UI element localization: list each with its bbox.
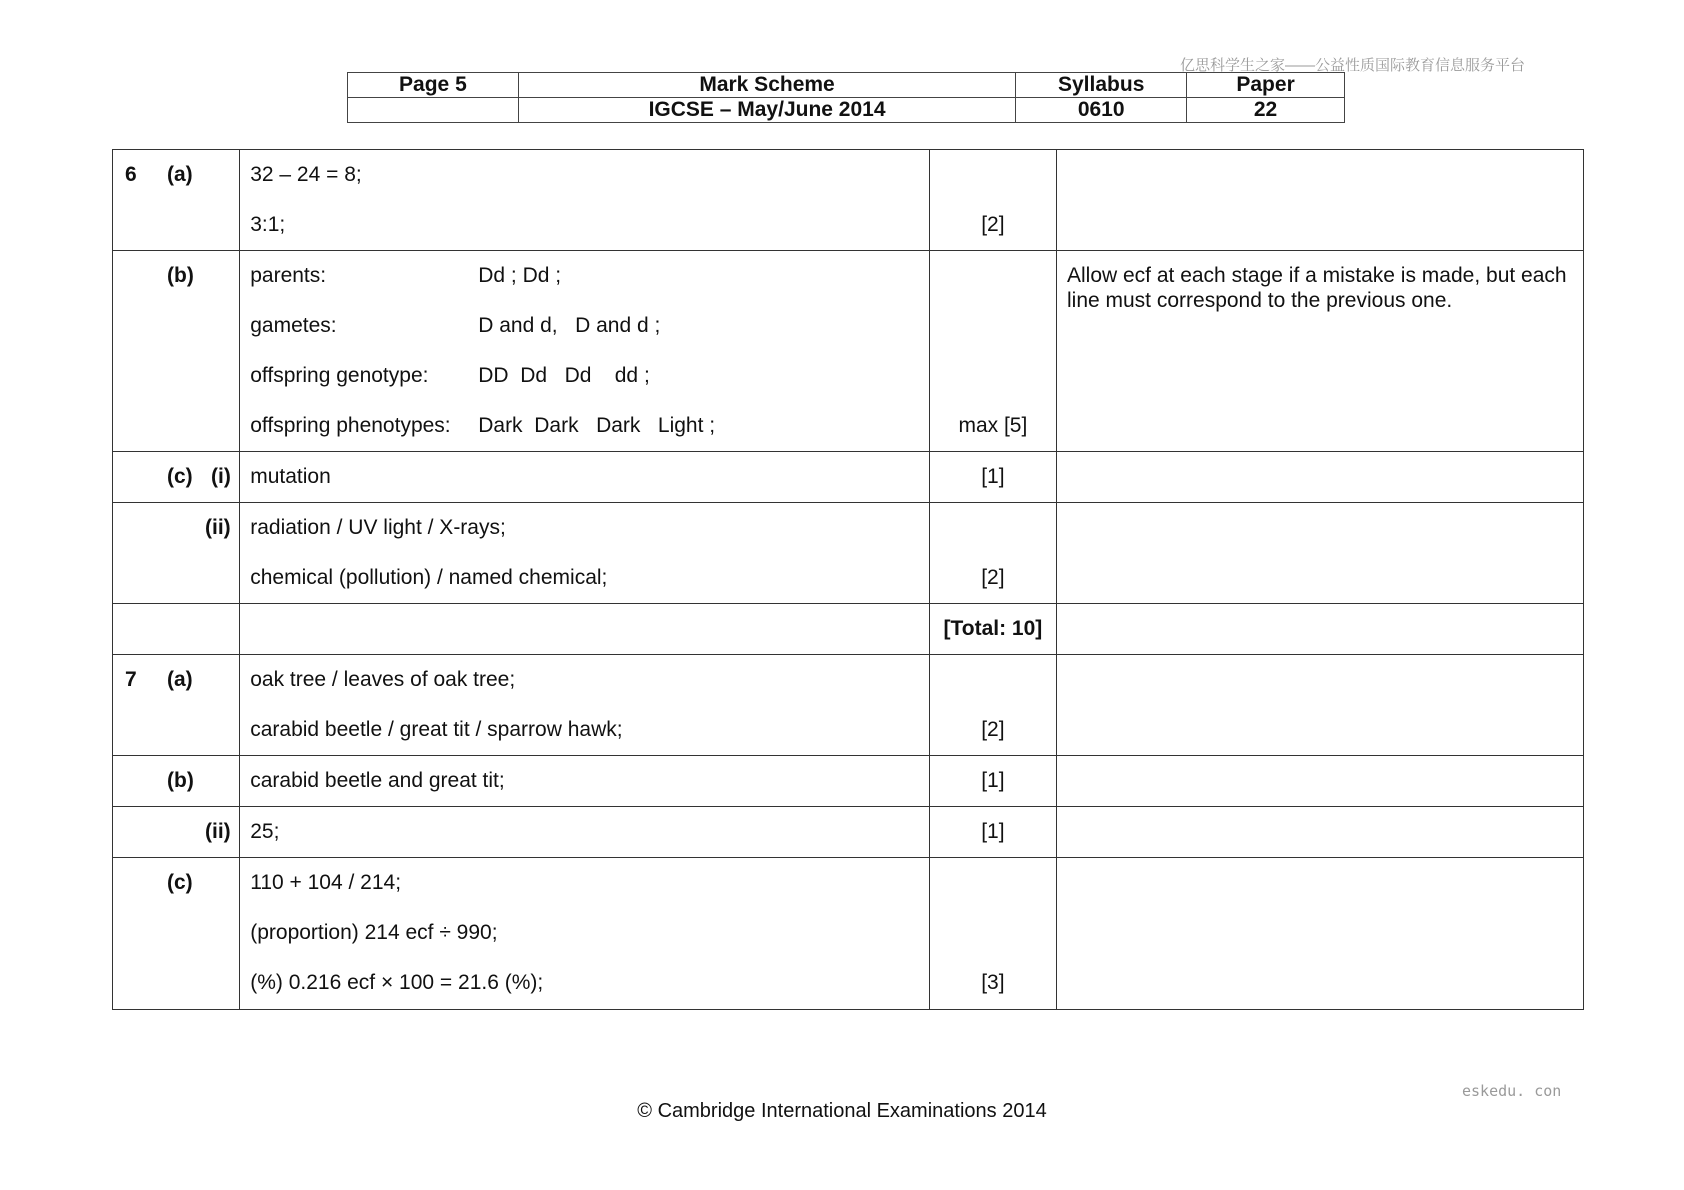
question-part: (b) <box>167 769 194 792</box>
marks-value: [1] <box>981 820 1005 843</box>
cross-label: parents: <box>250 264 327 287</box>
marks-value: [2] <box>981 213 1005 236</box>
marks-value: max [5] <box>958 414 1028 437</box>
copyright-footer: © Cambridge International Examinations 2014 <box>637 1100 1047 1122</box>
marks-cell <box>929 251 1056 452</box>
table-row-7b <box>113 756 1584 807</box>
mark-scheme-table <box>112 149 1584 1010</box>
answer-line: mutation <box>250 465 331 488</box>
total-marks: [Total: 10] <box>943 617 1043 640</box>
guidance-cell <box>1056 858 1583 1010</box>
answer-line: (%) 0.216 ecf × 100 = 21.6 (%); <box>250 971 544 994</box>
marks-cell <box>929 655 1056 756</box>
cross-value: Dd ; Dd ; <box>478 264 562 287</box>
marks-cell <box>929 604 1056 655</box>
question-part: (a) <box>167 668 193 691</box>
answer-cell <box>240 251 930 452</box>
question-part: (c) <box>167 871 193 894</box>
marks-cell <box>929 756 1056 807</box>
answer-cell <box>240 756 930 807</box>
marks-cell <box>929 150 1056 251</box>
guidance-note: Allow ecf at each stage if a mistake is made, but each line must correspond to the previous one. <box>1066 264 1567 312</box>
guidance-cell <box>1056 251 1583 452</box>
mark-scheme-label: Mark Scheme <box>518 73 1015 98</box>
answer-cell <box>240 655 930 756</box>
answer-line: 3:1; <box>250 213 286 236</box>
question-ref <box>113 503 240 604</box>
question-ref <box>113 756 240 807</box>
marks-cell <box>929 858 1056 1010</box>
question-subpart: (ii) <box>205 516 231 539</box>
paper-label: Paper <box>1187 73 1345 98</box>
guidance-cell <box>1056 150 1583 251</box>
question-number: 7 <box>125 668 137 691</box>
syllabus-code: 0610 <box>1016 98 1187 123</box>
table-row-7a <box>113 655 1584 756</box>
cross-label: gametes: <box>250 314 337 337</box>
watermark-bottom: eskedu. con <box>1462 1082 1562 1100</box>
answer-cell <box>240 858 930 1010</box>
guidance-cell <box>1056 452 1583 503</box>
marks-value: [3] <box>981 971 1005 994</box>
cross-value: DD Dd Dd dd ; <box>478 364 650 387</box>
answer-line: 32 – 24 = 8; <box>250 163 362 186</box>
guidance-cell <box>1056 807 1583 858</box>
cross-label: offspring genotype: <box>250 364 429 387</box>
question-subpart: (ii) <box>205 820 231 843</box>
answer-line <box>250 401 929 451</box>
question-part: (c) <box>167 465 193 488</box>
question-ref <box>113 150 240 251</box>
table-row-6ci <box>113 452 1584 503</box>
answer-line <box>250 251 929 301</box>
question-ref <box>113 655 240 756</box>
table-row-6b <box>113 251 1584 452</box>
answer-line: carabid beetle and great tit; <box>250 769 505 792</box>
marks-value: [2] <box>981 718 1005 741</box>
answer-line: 110 + 104 / 214; <box>250 871 402 894</box>
answer-line: chemical (pollution) / named chemical; <box>250 566 608 589</box>
marks-value: [1] <box>981 465 1005 488</box>
paper-number: 22 <box>1187 98 1345 123</box>
answer-line: (proportion) 214 ecf ÷ 990; <box>250 921 498 944</box>
marks-value: [1] <box>981 769 1005 792</box>
answer-line <box>250 351 929 401</box>
guidance-cell <box>1056 503 1583 604</box>
cross-label: offspring phenotypes: <box>250 414 451 437</box>
answer-cell <box>240 452 930 503</box>
page-blank-cell <box>348 98 519 123</box>
question-ref <box>113 807 240 858</box>
marks-cell <box>929 503 1056 604</box>
answer-cell <box>240 150 930 251</box>
syllabus-label: Syllabus <box>1016 73 1187 98</box>
question-part: (b) <box>167 264 194 287</box>
answer-cell <box>240 807 930 858</box>
question-ref <box>113 251 240 452</box>
question-ref <box>113 452 240 503</box>
question-subpart: (i) <box>211 465 231 488</box>
answer-line: oak tree / leaves of oak tree; <box>250 668 516 691</box>
page-header-table <box>347 72 1345 123</box>
table-row-7c <box>113 858 1584 1010</box>
answer-line: 25; <box>250 820 280 843</box>
cross-value: Dark Dark Dark Light ; <box>478 414 716 437</box>
table-row-6cii <box>113 503 1584 604</box>
guidance-cell <box>1056 756 1583 807</box>
table-row-total <box>113 604 1584 655</box>
table-row-7bii <box>113 807 1584 858</box>
answer-cell <box>240 503 930 604</box>
guidance-cell <box>1056 655 1583 756</box>
answer-line <box>250 301 929 351</box>
question-number: 6 <box>125 163 137 186</box>
marks-value: [2] <box>981 566 1005 589</box>
answer-line: radiation / UV light / X-rays; <box>250 516 506 539</box>
cross-value: D and d, D and d ; <box>478 314 661 337</box>
marks-cell <box>929 452 1056 503</box>
watermark-top: 亿思科学生之家——公益性质国际教育信息服务平台 <box>1180 57 1526 74</box>
answer-line: carabid beetle / great tit / sparrow hawk; <box>250 718 623 741</box>
question-part: (a) <box>167 163 193 186</box>
marks-cell <box>929 807 1056 858</box>
exam-session: IGCSE – May/June 2014 <box>518 98 1015 123</box>
page-label: Page 5 <box>348 73 519 98</box>
table-row-6a <box>113 150 1584 251</box>
question-ref <box>113 858 240 1010</box>
